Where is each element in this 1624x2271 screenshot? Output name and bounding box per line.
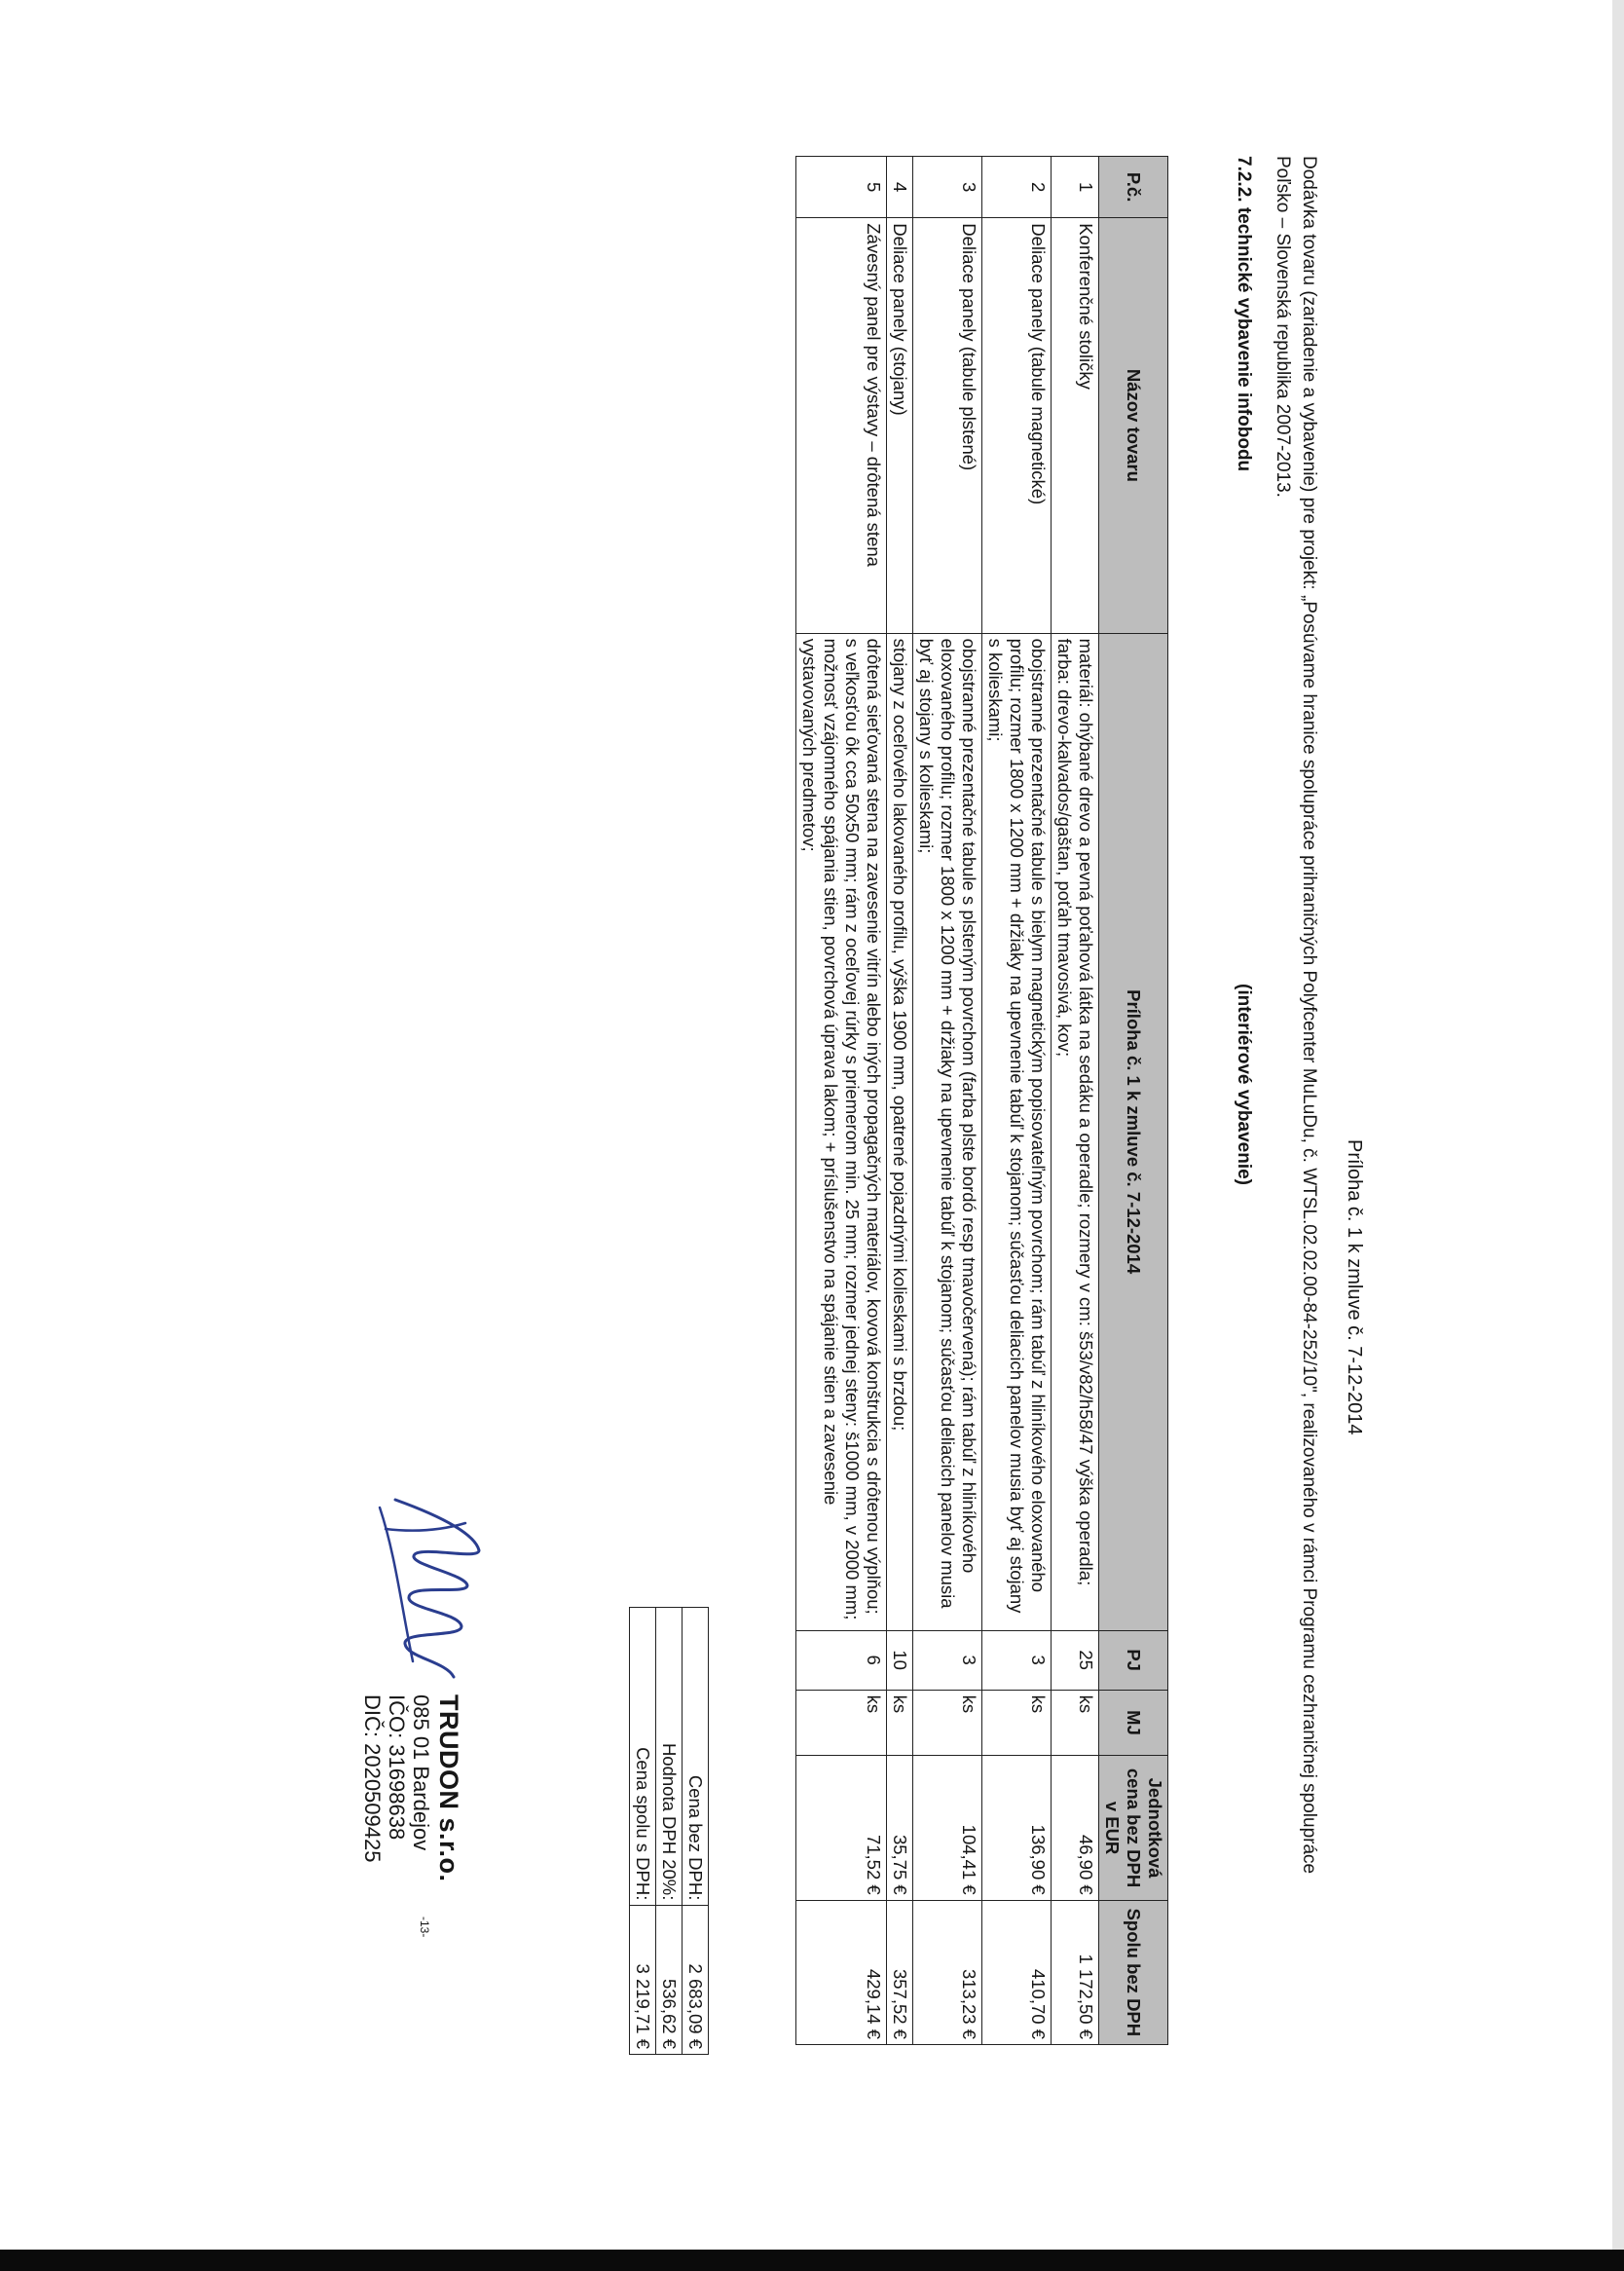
- row-unit-price: 46,90 €: [1052, 1756, 1099, 1900]
- row-name: Závesný panel pre výstavy – drôtená stena: [796, 218, 887, 633]
- items-table: [795, 156, 1168, 2045]
- vat-value: 536,62 €: [656, 1906, 683, 2055]
- net-value: 2 683,09 €: [683, 1906, 709, 2055]
- gross-value: 3 219,71 €: [630, 1906, 656, 2055]
- row-total: 410,70 €: [982, 1900, 1052, 2044]
- totals-table: [629, 1607, 709, 2055]
- net-label: Cena bez DPH:: [683, 1608, 709, 1906]
- page-number: -13-: [418, 1917, 431, 1938]
- annex-title: Príloha č. 1 k zmluve č. 7-12-2014: [1344, 1139, 1365, 1435]
- row-total: 357,52 €: [887, 1900, 913, 2044]
- row-description: obojstranné prezentačné tabule s bielym magnetickým popisovateľným povrchom; rám tabúľ z hliníkového eloxovaného profilu; rozmer 1800 x 1200 mm + držiaky na upevnenie tabúľ k stojanom; súčasťou deliacich panelov musia byť aj stojany s kolieskami;: [982, 633, 1052, 1630]
- row-total: 429,14 €: [796, 1900, 887, 2044]
- table-row: [982, 157, 1052, 2045]
- row-total: 1 172,50 €: [1052, 1900, 1099, 2044]
- row-name: Deliace panely (tabule magnetické): [982, 218, 1052, 633]
- row-unit-price: 136,90 €: [982, 1756, 1052, 1900]
- company-stamp: [360, 1694, 463, 2006]
- row-qty: 3: [982, 1630, 1052, 1690]
- totals-row-net: [683, 1608, 709, 2055]
- row-unit: ks: [887, 1690, 913, 1756]
- row-unit-price: 71,52 €: [796, 1756, 887, 1900]
- intro-text: Dodávka tovaru (zariadenie a vybavenie) pre projekt: „Posúvame hranice spolupráce prihraničných Polyfcenter MuLuDu, č. WTSL.02.02.00-84-252/10", realizovaného v rámci Programu cezhraničnej spolupráce Poľsko – Slovenská republika 2007-2013.: [1273, 156, 1319, 1875]
- row-qty: 10: [887, 1630, 913, 1690]
- header-name: Názov tovaru: [1099, 218, 1168, 633]
- row-no: 4: [887, 157, 913, 218]
- table-row: [1052, 157, 1099, 2045]
- row-description: stojany z oceľového lakovaného profilu, výška 1900 mm, opatrené pojazdnými kolieskami s brzdou;: [887, 633, 913, 1630]
- vat-label: Hodnota DPH 20%:: [656, 1608, 683, 1906]
- signature: [358, 1490, 504, 1685]
- row-qty: 3: [913, 1630, 982, 1690]
- row-unit-price: 104,41 €: [913, 1756, 982, 1900]
- document-header: [1229, 156, 1365, 1909]
- row-unit-price: 35,75 €: [887, 1756, 913, 1900]
- company-ico: IČO: 31698638: [385, 1694, 409, 1841]
- row-description: obojstranné prezentačné tabule s plsteným povrchom (farba plste bordó resp tmavočervená); rám tabúľ z hliníkového eloxovaného profilu; rozmer 1800 x 1200 mm + držiaky na upevnenie tabúľ k stojanom; súčasťou deliacich panelov musia byť aj stojany s kolieskami;: [913, 633, 982, 1630]
- row-name: Deliace panely (tabule plstené): [913, 218, 982, 633]
- company-address: 085 01 Bardejov: [409, 1694, 433, 1851]
- header-qty: PJ: [1099, 1630, 1168, 1690]
- table-row: [796, 157, 887, 2045]
- row-description: drôtená sieťovaná stena na zavesenie vitrín alebo iných propagačných materiálov, kovová konštrukcia s drôtenou výplňou; s veľkosťou ôk cca 50x50 mm; rám z oceľovej rúrky s priemerom min. 25 mm; rozmer jednej steny: š1000 mm, v 2000 mm; možnosť vzájomného spájania stien, povrchová úprava lakom; + príslušenstvo na spájanie stien a zavesenie vystavovaných predmetov;: [796, 633, 887, 1630]
- section-title: 7.2.2. technické vybavenie infobodu: [1234, 156, 1254, 472]
- row-no: 2: [982, 157, 1052, 218]
- row-unit: ks: [913, 1690, 982, 1756]
- company-dic: DIČ: 2020509425: [360, 1694, 385, 1863]
- row-description: materiál: ohýbané drevo a pevná poťahová látka na sedáku a operadle; rozmery v cm: š53/v82/h58/47 výška operadla; farba: drevo-kalvados/gaštan, poťah tmavosivá, kov;: [1052, 633, 1099, 1630]
- row-unit: ks: [982, 1690, 1052, 1756]
- row-qty: 25: [1052, 1630, 1099, 1690]
- row-qty: 6: [796, 1630, 887, 1690]
- row-total: 313,23 €: [913, 1900, 982, 2044]
- header-total: Spolu bez DPH: [1099, 1900, 1168, 2044]
- row-name: Konferenčné stoličky: [1052, 218, 1099, 633]
- totals-row-gross: [630, 1608, 656, 2055]
- table-row: [913, 157, 982, 2045]
- table-header-row: [1099, 157, 1168, 2045]
- header-unit-price: Jednotková cena bez DPH v EUR: [1099, 1756, 1168, 1900]
- company-name: TRUDON s.r.o.: [434, 1694, 463, 1882]
- header-description: Príloha č. 1 k zmluve č. 7-12-2014: [1099, 633, 1168, 1630]
- row-no: 1: [1052, 157, 1099, 218]
- header-unit: MJ: [1099, 1690, 1168, 1756]
- table-row: [887, 157, 913, 2045]
- header-no: P.č.: [1099, 157, 1168, 218]
- row-unit: ks: [796, 1690, 887, 1756]
- section-subtitle: (interiérové vybavenie): [1234, 984, 1254, 1185]
- row-unit: ks: [1052, 1690, 1099, 1756]
- row-no: 5: [796, 157, 887, 218]
- row-no: 3: [913, 157, 982, 218]
- totals-row-vat: [656, 1608, 683, 2055]
- gross-label: Cena spolu s DPH:: [630, 1608, 656, 1906]
- row-name: Deliace panely (stojany): [887, 218, 913, 633]
